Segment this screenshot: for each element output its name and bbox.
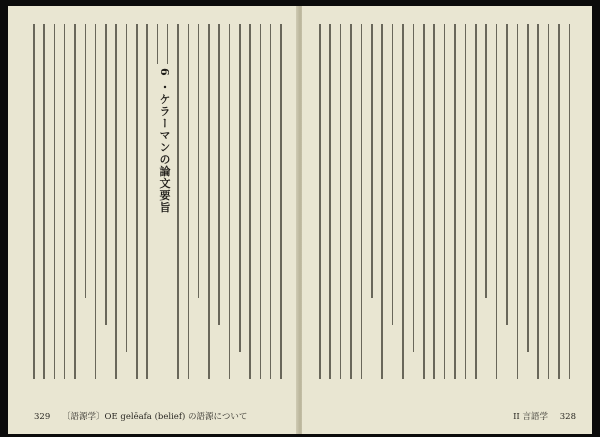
right-running-head: II 言語学 — [513, 412, 548, 422]
text-column — [249, 24, 251, 379]
text-column — [433, 24, 435, 379]
book-spread — [8, 6, 592, 434]
right-body-text — [316, 24, 574, 386]
text-column — [270, 24, 272, 379]
text-column — [413, 24, 415, 352]
text-column — [537, 24, 539, 379]
text-column — [218, 24, 220, 325]
text-column — [548, 24, 550, 379]
right-page-number: 328 — [559, 412, 576, 422]
text-column — [465, 24, 467, 379]
text-column — [496, 24, 498, 379]
text-column — [64, 24, 66, 379]
text-column — [239, 24, 241, 352]
text-column — [146, 24, 148, 379]
text-column — [319, 24, 321, 379]
text-column — [85, 24, 87, 298]
text-column — [188, 24, 190, 379]
text-column — [198, 24, 200, 298]
text-column — [74, 24, 76, 379]
text-column — [454, 24, 456, 379]
text-column — [381, 24, 383, 379]
text-column — [33, 24, 35, 379]
text-column — [136, 24, 138, 379]
text-column — [402, 24, 404, 379]
text-column — [208, 24, 210, 379]
text-column — [115, 24, 117, 379]
text-column — [105, 24, 107, 325]
text-column — [423, 24, 425, 379]
text-column — [506, 24, 508, 325]
text-column — [329, 24, 331, 379]
left-page — [8, 6, 298, 434]
text-column — [392, 24, 394, 325]
text-column — [177, 24, 179, 379]
right-page — [302, 6, 592, 434]
text-column — [95, 24, 97, 379]
left-running-head: 〔語源学〕OE gelēafa (belief) の語源について — [62, 412, 248, 422]
text-column — [569, 24, 571, 379]
text-column — [280, 24, 282, 379]
text-column — [167, 24, 169, 64]
text-column — [350, 24, 352, 379]
text-column — [43, 24, 45, 379]
text-column — [485, 24, 487, 298]
text-column — [229, 24, 231, 379]
text-column — [361, 24, 363, 379]
left-page-number: 329 — [34, 412, 51, 422]
text-column — [54, 24, 56, 379]
text-column — [527, 24, 529, 352]
text-column — [340, 24, 342, 379]
text-column — [126, 24, 128, 352]
text-column — [260, 24, 262, 379]
text-column — [157, 24, 159, 64]
section-heading: 6 ・ケラーマンの論文要旨 — [158, 68, 171, 214]
text-column — [371, 24, 373, 298]
text-column — [517, 24, 519, 379]
text-column — [444, 24, 446, 379]
text-column — [558, 24, 560, 379]
text-column — [475, 24, 477, 379]
